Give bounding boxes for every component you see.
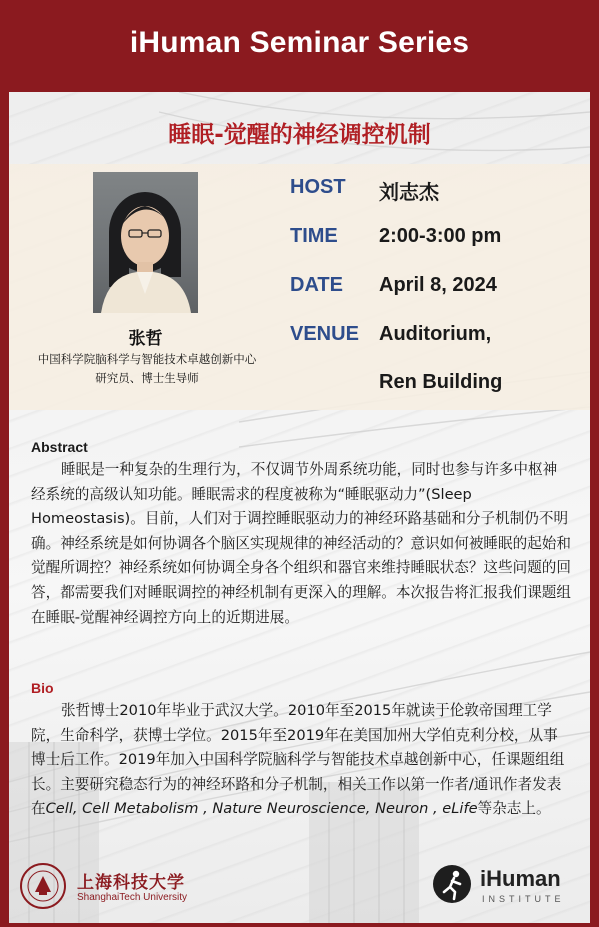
speaker-photo [93,172,198,313]
affiliation-line-1: 中国科学院脑科学与智能技术卓越创新中心 [37,352,257,366]
series-title: iHuman Seminar Series [129,26,470,59]
bio-text [31,699,571,822]
university-name-cn: 上海科技大学 [77,873,185,893]
venue-label: VENUE [290,323,359,345]
host-label: HOST [290,176,346,198]
venue-value-line-1: Auditorium, [379,323,492,345]
institute-subtitle: INSTITUTE [482,894,565,904]
affiliation-line-2: 研究员、博士生导师 [95,371,199,385]
talk-title: 睡眠-觉醒的神经调控机制 [168,122,431,148]
shanghaitech-seal-icon [19,862,67,910]
venue-value-line-2: Ren Building [379,371,503,393]
university-name-en: ShanghaiTech University [77,892,188,903]
date-label: DATE [290,274,343,296]
ihuman-logo [432,860,582,916]
speaker-name: 张哲 [128,329,163,349]
time-value: 2:00-3:00 pm [379,225,502,247]
bio-journals: Cell, Cell Metabolism , Nature Neuroscience, Neuron , eLife [45,800,478,818]
abstract-text: 睡眠是一种复杂的生理行为，不仅调节外周系统功能，同时也参与许多中枢神经系统的高级认知功能。睡眠需求的程度被称为“睡眠驱动力”(Sleep Homeostasis)。目前，人们对于调控睡眠驱动力的神经环路基础和分子机制仍不明确。神经系统是如何协调各个脑区实现规律的神经活动的？意识如何被睡眠的起始和觉醒所调控？神经系统如何协调全身各个组织和器官来维持睡眠状态？这些问题的回答，都需要我们对睡眠调控的神经机制有更深入的理解。本次报告将汇报我们课题组在睡眠-觉醒神经调控方向上的近期进展。 [31,461,571,626]
bio-heading: Bio [31,680,54,696]
institute-name: iHuman [480,866,561,891]
time-label: TIME [290,225,338,247]
ihuman-runner-icon [432,864,472,904]
date-value: April 8, 2024 [379,274,497,296]
poster-canvas [9,92,590,923]
abstract-heading: Abstract [31,439,88,455]
bio-text-end: 等杂志上。 [477,800,551,818]
shanghaitech-logo [19,860,219,916]
speaker-affiliation [9,350,285,388]
bio-text-main: 张哲博士2010年毕业于武汉大学。2010年至2015年就读于伦敦帝国理工学院，生命科学，获博士学位。2015年至2019年在美国加州大学伯克利分校，从事博士后工作。2019年加入中国科学院脑科学与智能技术卓越创新中心，任课题组组长。主要研究稳态行为的神经环路和分子机制，相关工作以第一作者/通讯作者发表在 [31,702,565,818]
host-value: 刘志杰 [379,180,439,204]
